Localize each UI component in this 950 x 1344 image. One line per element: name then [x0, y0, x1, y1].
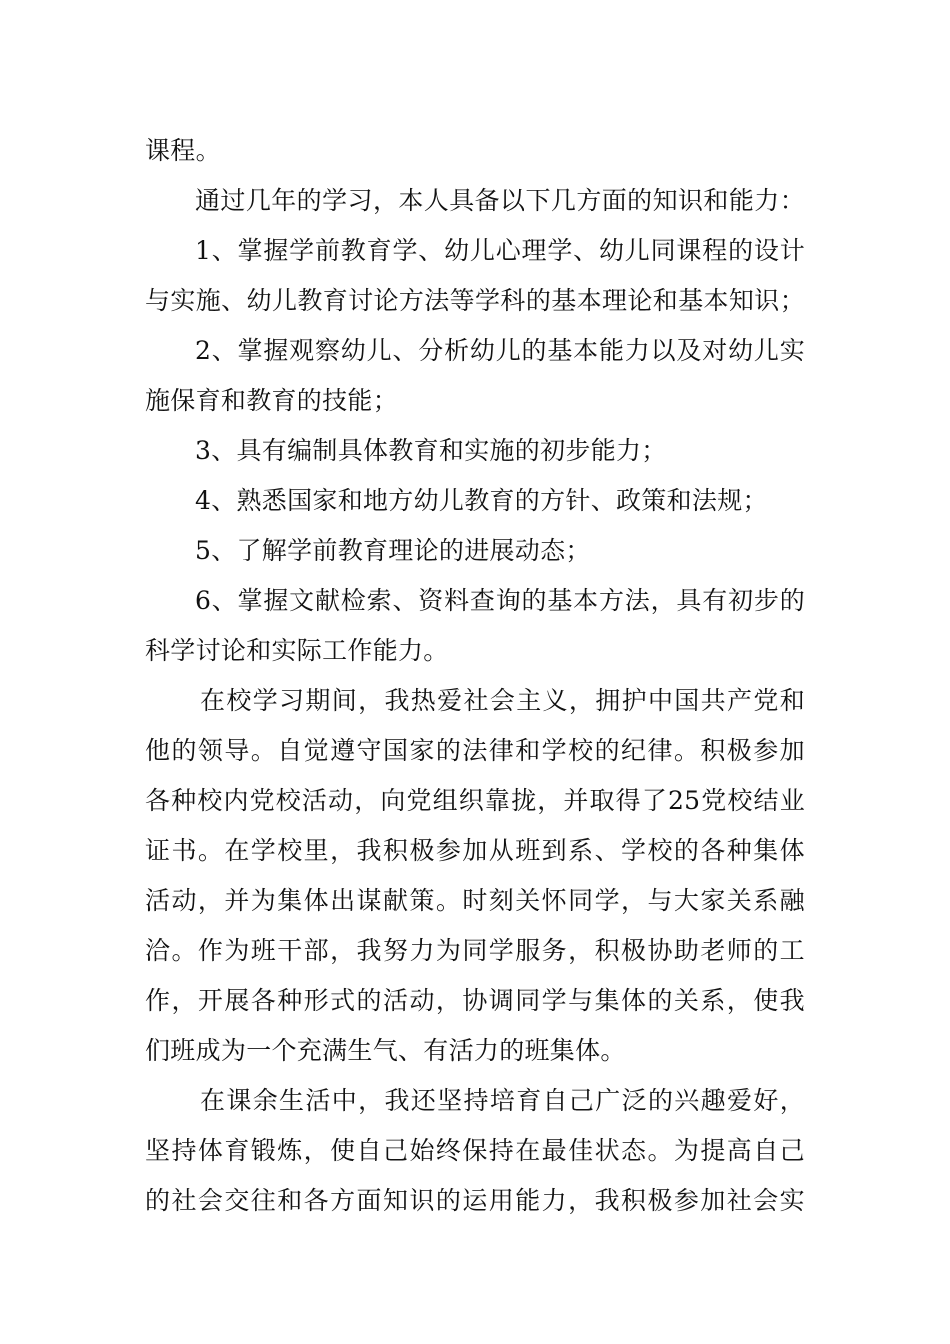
text-line-12: 在校学习期间，我热爱社会主义，拥护中国共产党和 — [200, 686, 805, 715]
text-line-11: 科学讨论和实际工作能力。 — [145, 636, 449, 665]
text-line-2: 通过几年的学习，本人具备以下几方面的知识和能力： — [195, 186, 805, 215]
text-line-16: 活动，并为集体出谋献策。时刻关怀同学，与大家关系融 — [145, 886, 805, 915]
text-line-22: 的社会交往和各方面知识的运用能力，我积极参加社会实 — [145, 1186, 805, 1215]
text-line-13: 他的领导。自觉遵守国家的法律和学校的纪律。积极参加 — [145, 736, 805, 765]
text-line-19: 们班成为一个充满生气、有活力的班集体。 — [145, 1036, 626, 1065]
text-line-4: 与实施、幼儿教育讨论方法等学科的基本理论和基本知识； — [145, 286, 805, 315]
text-line-20: 在课余生活中，我还坚持培育自己广泛的兴趣爱好， — [200, 1086, 805, 1115]
text-line-3: 1、掌握学前教育学、幼儿心理学、幼儿同课程的设计 — [195, 236, 805, 265]
text-line-17: 洽。作为班干部，我努力为同学服务，积极协助老师的工 — [145, 936, 805, 965]
text-line-15: 证书。在学校里，我积极参加从班到系、学校的各种集体 — [145, 836, 805, 865]
text-line-18: 作，开展各种形式的活动，协调同学与集体的关系，使我 — [145, 986, 805, 1015]
text-line-21: 坚持体育锻炼，使自己始终保持在最佳状态。为提高自己 — [145, 1136, 805, 1165]
text-line-8: 4、熟悉国家和地方幼儿教育的方针、政策和法规； — [195, 486, 768, 515]
text-line-6: 施保育和教育的技能； — [145, 386, 399, 415]
text-line-14: 各种校内党校活动，向党组织靠拢，并取得了25党校结业 — [145, 786, 805, 815]
text-line-1: 课程。 — [145, 136, 221, 165]
text-line-7: 3、具有编制具体教育和实施的初步能力； — [195, 436, 667, 465]
text-line-10: 6、掌握文献检索、资料查询的基本方法，具有初步的 — [195, 586, 805, 615]
text-line-9: 5、了解学前教育理论的进展动态； — [195, 536, 591, 565]
text-line-5: 2、掌握观察幼儿、分析幼儿的基本能力以及对幼儿实 — [195, 336, 805, 365]
